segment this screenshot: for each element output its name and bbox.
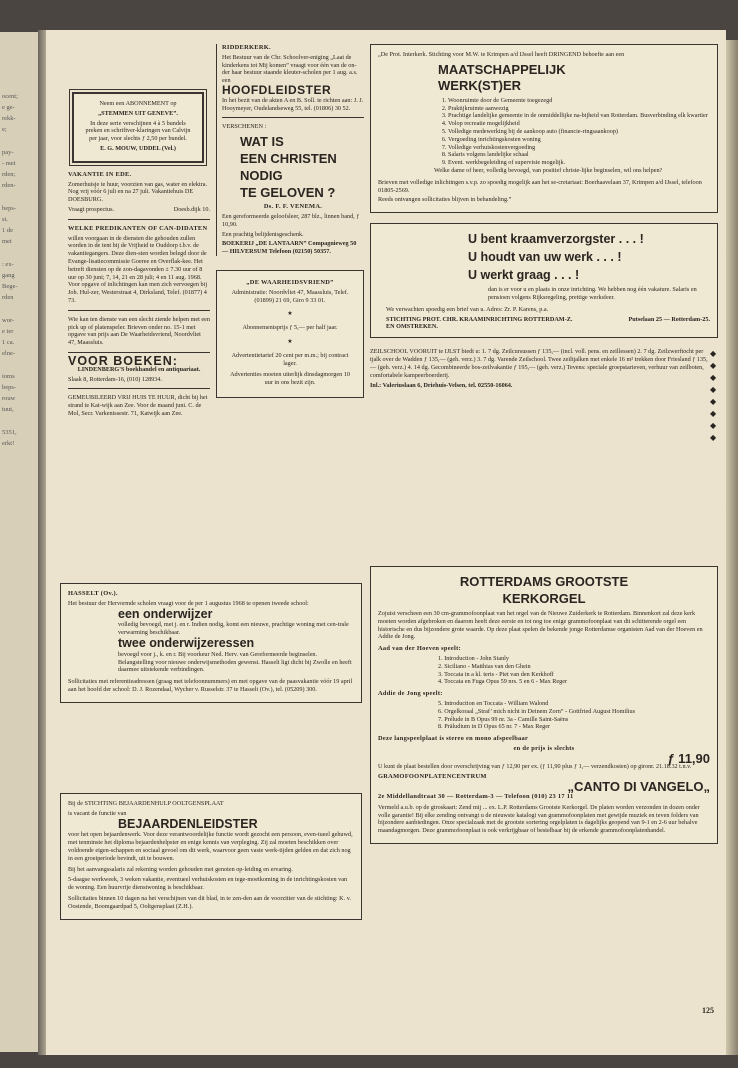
star-icon: ★ <box>287 337 293 345</box>
kerkorgel-order: U kunt de plaat bestellen door overschrijving van ƒ 12,90 per ex. (ƒ 11,90 plus ƒ 1,— verzendkosten) op gironr. 21.18.32 t.n.v. <box>378 762 692 770</box>
column-right <box>370 44 718 443</box>
platenspeler-body: Wie kan ten dienste van een slecht ziende helpen met een pick up of platenspeler. Brieven onder no. 15-1 met opgave van prijs aan De Waarheidsvriend, Noordvliet 47, Maassluis. <box>68 315 211 347</box>
track: 1. Introduction - John Stanly <box>438 654 509 662</box>
hasselt-soll: Sollicitaties met referentieadressen (graag met telefoonnummers) en met opgave van de paasvakantie vóór 19 april aan het hoofd der school: D. J. Rozendaal, Wycher v. Russelstr. 37 te Hasselt (Ov.), tel. (05209) 300. <box>68 678 353 693</box>
left-page-fragment: elne- <box>2 350 15 357</box>
track: 5. Introduction en Toccata - William Walond <box>438 699 549 707</box>
werkster-letters: Brieven met volledige inlichtingen s.v.p. zo spoedig mogelijk aan het se-cretariaat: Boerhaavelaan 37, Krimpen a/d IJssel, telefoon 01805-2569. <box>378 178 702 194</box>
kraam-request: We verwachten spoedig een brief van u. Adres: Zr. P. Karens, p.a. <box>386 305 549 313</box>
book-author: Ds. F. F. VENEMA. <box>263 203 323 211</box>
left-page-fragment: rekk- <box>2 115 16 122</box>
bejaarden-ad <box>60 793 362 920</box>
kerkorgel-footer: Vermeld a.u.b. op de giroskaart: Zend mij ... ex. L.P. Rotterdams Grootste Kerkorgel. De platen worden verzonden in dozen onder volle garantie! Bij elke zending ontvangt u de nieuwste katalogi van grammofoonplaten met gewijde muziek en teven folders van bijzondere aanbiedingen. Onze specialzaak met de grootste sortering orgelplaten is dagelijks geopend van 9-1 en 2-6 uur behalve maandagmorgen. Deze grammofoonplaat is ook verkrijgbaar of bestelbaar bij de erkende grammofoonplatenhandel. <box>378 803 700 835</box>
page-edge <box>726 40 738 1055</box>
ridderkerk-body2: In het bezit van de akten A en B. Soll. te richten aan: J. J. Hooymeyer, Oudelandseweg 55, tel. (01806) 30 52. <box>222 96 364 112</box>
column-middle <box>216 44 364 398</box>
bejaarden-intro: Bij de STICHTING BEJAARDENHULP OOLTGENSPLAAT <box>68 800 224 807</box>
hasselt-ad <box>60 583 362 703</box>
predikanten-title: WELKE PREDIKANTEN OF CAN-DIDATEN <box>68 224 208 232</box>
werkster-ad <box>370 44 718 213</box>
kerkorgel-ad <box>370 566 718 844</box>
left-page-fragment: rden <box>2 294 14 301</box>
wv-title: „DE WAARHEIDSVRIEND” <box>246 278 334 286</box>
wv-tarief: Advertentietarief 20 cent per m.m.; bij contract lager. <box>231 351 349 367</box>
shop-name: „CANTO DI VANGELO„ <box>567 779 710 795</box>
tracklist-2 <box>378 700 710 731</box>
abonnement-ad <box>72 92 204 163</box>
waarheidsvriend-box <box>216 270 364 398</box>
voorboeken-shop: LINDENBERG'S boekhandel en antiquariaat. <box>77 365 201 373</box>
hasselt-title: HASSELT (Ov.). <box>68 590 118 597</box>
hasselt-intro: Het bestuur der Hervormde scholen vraagt voor de per 1 augustus 1968 te openen tweede school: <box>68 599 309 607</box>
book-title <box>222 133 364 201</box>
track: 6. Orgelkoraal „Straf’ mich nicht in Deinem Zorn” - Gottfried August Homilius <box>438 707 636 715</box>
left-page-fragment: - met <box>2 160 16 167</box>
kerkorgel-intro: Zojuist verscheen een 30 cm-grammofoonplaat van het orgel van de Nieuwe Zuiderkerk te Rotterdam. Binnenkort zal deze kerk moeten worden afgebroken en daarom heeft deze eerste en tot nog toe enige grammofoonplaat van dit schitterende orgel een historische en dus bijzondere grote waarde. Op deze plaat spelen de bekende jonge Rotterdamse organisten Aad van der Hoeven en Addie de Jong. <box>378 610 703 641</box>
kerkorgel-title2: KERKORGEL <box>502 591 586 606</box>
zeilschool-body: ZEILSCHOOL VOORUIT te IJLST biedt u: 1. 7 dg. Zeilcursussen ƒ 135,— (incl. voll. pens. en zeillessen) 2. 7 dg. Zeilzwerftocht per tjalk over de Wadden ƒ 135,— (geh. verz.) 3. 7 dg. Varende Zeilschool. Twee zeiltjalken met enkele 16 m² trekken door Friesland ƒ 135,— (geh. verz.) 4. 14 dg. Gecombineerde bos-zeilvakantie ƒ 195,— (geh. verz.) Tevens: speciale groepstarieven, verhuur van zeilboten, comfortabele kampeerboerderij. <box>370 348 708 379</box>
tracklist-1 <box>378 655 710 686</box>
kerkorgel-title1: ROTTERDAMS GROOTSTE <box>459 574 629 589</box>
left-page-fragment: : ex- <box>2 261 14 268</box>
werkster-intro: „De Prot. Interkerk. Stichting voor M.W. te Krimpen a/d IJssel heeft DRINGEND behoefte aan een <box>378 51 625 58</box>
werkster-item: 4. Volop recreatie mogelijkheid <box>448 120 710 128</box>
vakantie-footer-left: Vraagt prospectus. <box>68 205 115 213</box>
star-icon: ★ <box>287 310 293 318</box>
book-gift: Een prachtig belijdenisgeschenk. <box>222 230 304 238</box>
bejaarden-vacant: is vacant de functie van <box>68 809 127 817</box>
werkster-item: 1. Woonruimte door de Gemeente toegezegd <box>448 97 710 105</box>
voorboeken-address: Slaak 8, Rotterdam-16, (010) 128934. <box>68 375 162 383</box>
abonnement-line1: Neem een ABONNEMENT op <box>99 100 177 107</box>
werkster-item: 8. Salaris volgens landelijke schaal <box>448 151 710 159</box>
werkster-question: Welke dame of heer, volledig bevoegd, van positief christe-lijke beginselen, wil ons helpen? <box>434 166 663 174</box>
player2: Addie de Jong speelt: <box>378 690 443 698</box>
predikanten-body: willen voorgaan in de diensten die gehouden zullen worden in de tent bij de Vrijheid te Ouddorp t.b.v. de vakantiegangers. Deze dien-sten worden belegd door de Evange-lisatiecommissie Goeree en Overflak-kee. Het betreft diensten op de zon-dagavonden ± 7.30 uur of 8 uur op 30 juni; 7, 14, 21 en 28 juli; 4 en 11 aug. 1968. Voor opgave of inlichtingen kan men zich vervoegen bij Joh. Hul-zer, Westerstraat 4, Dirksland, Telef. (01877) 4 73. <box>68 234 208 304</box>
verschenen-label: VERSCHENEN : <box>222 123 267 131</box>
gemeubileerd-body: GEMEUBILEERD VRIJ HUIS TE HUUR, dicht bij het strand te Kat-wijk aan Zee. Voor de maand juni. C. de Mol, Secr. Varkenissestr. 71, Katwijk aan Zee. <box>68 394 208 417</box>
price-label: en de prijs is slechts <box>513 744 575 752</box>
track: 3. Toccata in a kl. terts - Piet van den Kerkhoff <box>438 670 554 678</box>
left-page-fragment: rden; <box>2 171 16 178</box>
track: 4. Toccata en Fuga Opus 59 nrs. 5 en 6 - Max Reger <box>438 678 568 686</box>
ridderkerk-body: Het Bestuur van de Chr. Schoolver-eniging „Laat de kinderkens tot Mij komen” vraagt voor één van de on-der haar bestuur staande kleuter-scholen per 1 aug. a.s. een <box>222 53 358 85</box>
book-title-line: TE GELOVEN ? <box>240 185 336 201</box>
book-desc: Een gereformeerde geloofsleer, 287 blz., linnen band, ƒ 10,90. <box>222 212 360 228</box>
werkster-received: Reeds ontvangen sollicitaties blijven in behandeling.” <box>378 196 512 204</box>
left-page-fragment: beps- <box>2 205 17 212</box>
werkster-item: 2. Praktijkruimte aanwezig <box>448 105 710 113</box>
abonnement-line2: „STEMMEN UIT GENEVE”. <box>98 109 178 117</box>
bejaarden-soll: Sollicitaties binnen 10 dagen na het verschijnen van dit blad, in te zen-den aan de voorzitter van de stichting: K. v. Oostende, Boomgaardpad 5, Ooltgensplaat (Z.H.). <box>68 894 351 910</box>
left-page-fragment: ioms <box>2 373 15 380</box>
vakantie-title: VAKANTIE IN EDE. <box>68 170 132 178</box>
newspaper-page <box>46 30 726 1055</box>
zeilschool-ad <box>370 348 718 443</box>
kraam-line3: U werkt graag . . . ! <box>468 268 580 283</box>
zeilschool-info: Inl.: Valeriuslaan 6, Driehuis-Velsen, tel. 02550-16064. <box>370 382 513 390</box>
left-page-edge <box>0 32 40 1052</box>
kraam-org: STICHTING PROT. CHR. KRAAMINRICHTING ROTTERDAM-Z. EN OMSTREKEN. <box>386 315 573 331</box>
left-page-fragment: e ge- <box>2 104 15 111</box>
track: 7. Prélude in B Opus 99 nr. 3a - Camille Saint-Saëns <box>438 715 569 723</box>
hasselt-job2-desc: bevoegd voor j., k. en r. Bij voorkeur Ned. Herv. van Gereformeerde beginselen. Belangstelling voor nieuwe onderwijsmethoden gewenst. Hasselt ligt dicht bij Zwolle en heeft daarmee uitstekende verbindingen. <box>118 650 352 674</box>
abonnement-publisher: E. G. MOUW, UDDEL (Vel.) <box>100 144 176 152</box>
kraam-address: Putselaan 25 — Rotterdam-25. <box>628 315 710 323</box>
wv-deadline: Advertenties moeten uiterlijk dinsdagmorgen 10 uur in ons bezit zijn. <box>230 371 350 387</box>
hasselt-job1: een onderwijzer <box>118 606 213 621</box>
left-page-fragment: e; <box>2 126 7 133</box>
bejaarden-body: voor het open bejaardenwerk. Voor deze verantwoordelijke functie wordt gezocht een persoon, even-tueel gehuwd, met tenminste het diploma bejaardenhelpster en enige kennis van verpleging. Zij zal moeten beschikken over voldoende eigen-schappen en sociaal gevoel om dit werk, waarvoor geen vaste werk-tijden gelden en dat zich nog in een groeiperiode bevindt, uit te bouwen. <box>68 831 353 862</box>
werkster-item: 3. Prachtige landelijke gemeente in de onmiddellijke na-bijheid van Rotterdam. Busverbinding elk kwartier <box>448 112 710 120</box>
left-page-fragment: beps- <box>2 384 17 391</box>
werkster-item: 6. Vergoeding inrichtingskosten woning <box>448 136 710 144</box>
bejaarden-salary: Bij het aanvangssalaris zal rekening worden gehouden met genoten op-leiding en ervaring. <box>68 865 293 873</box>
left-page-fragment: rden- <box>2 182 16 189</box>
werkster-item: 5. Volledige medewerking bij de aankoop auto (financie-ringsaankoop) <box>448 128 710 136</box>
hasselt-job2: twee onderwijzeressen <box>118 635 255 650</box>
hasselt-job1-desc: volledig bevoegd, met j. en r. Indien nodig, komt een nieuwe, prachtige woning met cen-trale verwarming beschikbaar. <box>118 621 349 637</box>
ridderkerk-job: HOOFDLEIDSTER <box>222 82 332 97</box>
left-page-fragment: Bege- <box>2 283 18 290</box>
book-title-line: NODIG <box>240 168 283 184</box>
kraam-line1: U bent kraamverzorgster . . . ! <box>468 232 644 247</box>
left-page-fragment: 5351, <box>2 429 17 436</box>
abonnement-body: In deze serie verschijnen 4 à 5 bundels preken en schriftver-klaringen van Calvijn per jaar, voor slechts ƒ 2,50 per bundel. <box>85 119 191 143</box>
vakantie-footer <box>68 206 210 214</box>
left-page-fragment: st. <box>2 216 8 223</box>
left-page-fragment: e ter <box>2 328 14 335</box>
left-page-fragment: ocent; <box>2 93 18 100</box>
classifieds-left <box>60 171 210 418</box>
page-number: 125 <box>702 1006 714 1015</box>
kerkorgel-centrum: GRAMOFOONPLATENCENTRUM <box>378 773 487 781</box>
kraam-ad <box>370 223 718 338</box>
left-page-fragment: wor- <box>2 317 15 324</box>
werkster-list <box>378 97 710 167</box>
kraam-body: dan is er voor u en plaats in onze inrichting. We hebben nog één vakature. Salaris en pensioen volgens Rijksregeling, prettige werksfeer. <box>488 286 697 301</box>
track: 2. Siciliano - Matthias van den Ghein <box>438 662 531 670</box>
price: ƒ 11,90 <box>667 750 710 766</box>
vakantie-body: Zomerhuisje te huur, voorzien van gas, water en elektra. Nog vrij vóór 6 juli en na 27 juli. Vakantiehuis DE DOESBURG. <box>68 180 208 204</box>
voorboeken-title: VOOR BOEKEN: <box>68 353 178 368</box>
left-page-fragment: pay- <box>2 149 14 156</box>
kerkorgel-title <box>378 573 710 607</box>
border-ornament: ◆ ◆ ◆ ◆ ◆ ◆ ◆ ◆ <box>710 349 717 443</box>
track: 8. Präludium in D Opus 65 nr. 7 - Max Reger <box>438 723 551 731</box>
left-page-fragment: erkt! <box>2 440 15 447</box>
left-page-fragment: 1 ca. <box>2 339 15 346</box>
wv-abon: Abonnementsprijs ƒ 5,— per half jaar. <box>242 324 338 332</box>
werkster-item: 9. Event. werkbegeleiding of supervisie mogelijk. <box>448 159 710 167</box>
kraam-footer <box>378 316 710 332</box>
left-page-fragment: rouw <box>2 395 16 402</box>
vakantie-footer-right: Doesb.dijk 10. <box>173 205 210 213</box>
kraam-headline <box>378 230 710 284</box>
bejaarden-week: 5-daagse werkweek, 3 weken vakantie, eventueel verhuiskosten en tege-moetkoming in de inrichtingskosten van de woning. Een huurvrije dienstwoning is beschikbaar. <box>68 876 348 892</box>
werkster-title: MAATSCHAPPELIJK WERK(ST)ER <box>438 61 566 93</box>
book-title-line: WAT IS <box>240 134 284 150</box>
book-title-line: EEN CHRISTEN <box>240 151 337 167</box>
ridderkerk-title: RIDDERKERK. <box>222 44 271 51</box>
shop-address: 2e Middellandtraat 30 — Rotterdam-3 — Telefoon (010) 23 17 11 <box>378 792 574 800</box>
werkster-item: 7. Volledige verhuiskostenvergoeding <box>448 144 710 152</box>
kraam-line2: U houdt van uw werk . . . ! <box>468 250 622 265</box>
left-page-fragment: tuut, <box>2 406 14 413</box>
book-publisher: BOEKERIJ „DE LANTAARN” Compagnieweg 50 — HILVERSUM Telefoon (02150) 50357. <box>222 240 357 256</box>
wv-admin: Administratie: Noordvliet 47, Maassluis, Telef. (01899) 21 69, Giro 9 33 01. <box>231 288 349 304</box>
left-page-fragment: met <box>2 238 12 245</box>
player1: Aad van der Hoeven speelt: <box>378 645 461 653</box>
left-page-fragment: 1 de <box>2 227 14 234</box>
ridderkerk-ad <box>216 44 364 256</box>
kerkorgel-stereo: Deze langspeelplaat is stereo en mono afspeelbaar <box>378 735 529 743</box>
bejaarden-job: BEJAARDENLEIDSTER <box>118 816 258 831</box>
column-left <box>60 44 210 420</box>
left-page-fragment: gang <box>2 272 15 279</box>
